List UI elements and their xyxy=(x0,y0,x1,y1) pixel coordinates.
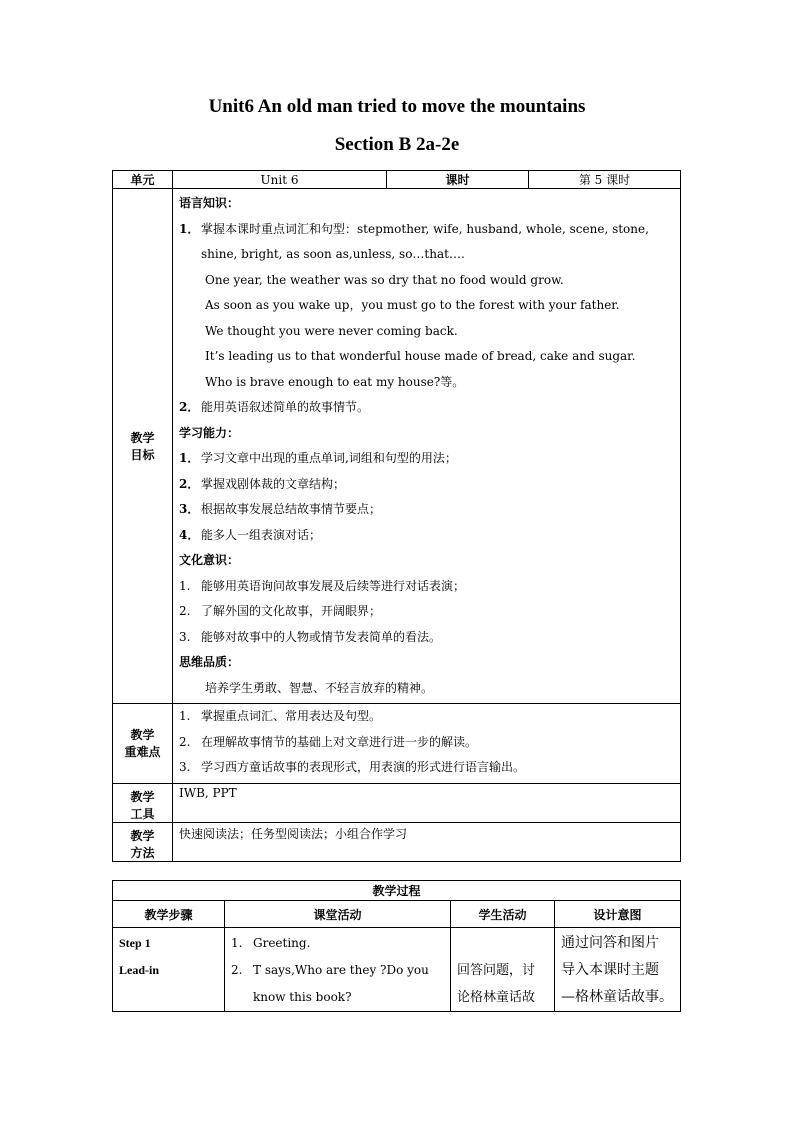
culture-heading: 文化意识： xyxy=(179,553,240,567)
item-text: 学习文章中出现的重点单词,词组和句型的用法； xyxy=(201,451,457,465)
item-text: 掌握重点词汇、常用表达及句型。 xyxy=(201,709,382,723)
key-points-label xyxy=(113,704,173,784)
design-intent-line: —格林童话故事。 xyxy=(561,989,673,1005)
student-activity-line: 论格林童话故 xyxy=(457,990,536,1005)
column-header-activity: 课堂活动 xyxy=(225,901,451,928)
item-number: 2. xyxy=(179,604,191,618)
item-text: 在理解故事情节的基础上对文章进行进一步的解读。 xyxy=(201,734,478,749)
example-sentence: Who is brave enough to eat my house?等。 xyxy=(205,374,465,389)
column-header-step: 教学步骤 xyxy=(113,901,225,928)
methods-label xyxy=(113,822,173,861)
activity-item xyxy=(231,957,444,984)
item-text: 能多人一组表演对话； xyxy=(201,527,322,542)
item-number: 2. xyxy=(231,963,243,977)
methods-row xyxy=(113,822,681,861)
process-title-row xyxy=(113,881,681,901)
item-number: 4． xyxy=(179,527,200,542)
methods-label-line2: 方法 xyxy=(130,845,155,860)
key-points-label-line1: 教学 xyxy=(130,728,155,743)
objective-item-2 xyxy=(179,395,674,421)
example-sentence: As soon as you wake up，you must go to the forest with your father. xyxy=(205,298,620,312)
item-text: 掌握本课时重点词汇和句型：stepmother, wife, husband, whole, scene, stone, xyxy=(201,221,649,236)
thinking-heading: 思维品质： xyxy=(179,655,240,669)
student-activity-line: 回答问题，讨 xyxy=(457,963,536,978)
objective-item-1-cont: shine, bright, as soon as,unless, so…that…. xyxy=(201,247,465,261)
design-intent-cell xyxy=(555,928,681,1012)
activity-item-cont: know this book? xyxy=(253,990,352,1004)
design-intent-line: 导入本课时主题 xyxy=(561,962,659,978)
key-points-row xyxy=(113,704,681,784)
item-number: 1. xyxy=(231,936,243,950)
step-cell xyxy=(113,928,225,1012)
item-text: 能用英语叙述简单的故事情节。 xyxy=(201,400,370,414)
period-value: 第 5 课时 xyxy=(529,171,681,189)
design-intent-line: 通过问答和图片 xyxy=(561,935,659,951)
tools-label-line2: 工具 xyxy=(130,806,155,821)
methods-value: 快速阅读法；任务型阅读法；小组合作学习 xyxy=(173,822,681,861)
key-point-item xyxy=(179,704,674,730)
teaching-process-table xyxy=(112,880,681,1012)
item-number: 1. xyxy=(179,578,191,593)
language-heading: 语言知识： xyxy=(179,196,240,210)
step-name: Lead-in xyxy=(119,963,160,977)
ability-item xyxy=(179,497,674,523)
unit-value: Unit 6 xyxy=(173,171,387,189)
item-number: 2． xyxy=(179,400,200,414)
item-text: 了解外国的文化故事，开阔眼界； xyxy=(201,604,382,618)
thinking-text: 培养学生勇敢、智慧、不轻言放弃的精神。 xyxy=(205,680,434,695)
ability-item xyxy=(179,446,674,472)
period-label: 课时 xyxy=(387,171,529,189)
item-text: 能够对故事中的人物或情节发表简单的看法。 xyxy=(201,629,442,644)
methods-label-line1: 教学 xyxy=(130,828,155,843)
ability-item xyxy=(179,523,674,549)
item-text: T says,Who are they ?Do you xyxy=(253,963,429,977)
document-title: Unit6 An old man tried to move the mountains xyxy=(208,96,586,117)
lesson-info-table xyxy=(112,170,681,862)
objectives-content xyxy=(173,189,681,704)
process-step-row xyxy=(113,928,681,1012)
column-header-design: 设计意图 xyxy=(555,901,681,928)
objectives-row xyxy=(113,189,681,704)
culture-item xyxy=(179,599,674,625)
item-number: 2. xyxy=(179,734,191,749)
tools-label-line1: 教学 xyxy=(130,789,155,804)
item-number: 3. xyxy=(179,629,191,644)
tools-value: IWB, PPT xyxy=(173,783,681,822)
culture-item xyxy=(179,625,674,651)
activity-cell xyxy=(225,928,451,1012)
item-number: 1． xyxy=(179,221,200,236)
ability-heading: 学习能力： xyxy=(179,425,240,440)
document-subtitle: Section B 2a-2e xyxy=(334,134,460,155)
key-point-item xyxy=(179,730,674,756)
header-row xyxy=(113,171,681,189)
objectives-label xyxy=(113,189,173,704)
student-activity-cell xyxy=(451,928,555,1012)
process-title: 教学过程 xyxy=(113,881,681,901)
item-text: Greeting. xyxy=(253,936,311,950)
ability-item xyxy=(179,472,674,498)
tools-row xyxy=(113,783,681,822)
unit-label: 单元 xyxy=(113,171,173,189)
item-number: 1． xyxy=(179,451,200,465)
example-sentence: We thought you were never coming back. xyxy=(205,323,458,338)
tools-label xyxy=(113,783,173,822)
objectives-label-line2: 目标 xyxy=(130,448,155,462)
key-points-content xyxy=(173,704,681,784)
example-sentence: One year, the weather was so dry that no food would grow. xyxy=(205,272,564,287)
process-header-row xyxy=(113,901,681,928)
key-point-item xyxy=(179,755,674,781)
step-number: Step 1 xyxy=(119,936,151,950)
objectives-label-line1: 教学 xyxy=(130,431,155,445)
item-text: 根据故事发展总结故事情节要点； xyxy=(201,502,382,516)
item-text: 能够用英语询问故事发展及后续等进行对话表演； xyxy=(201,578,466,593)
item-number: 3. xyxy=(179,760,191,774)
item-number: 3． xyxy=(179,502,200,516)
item-text: 掌握戏剧体裁的文章结构； xyxy=(201,476,346,491)
objective-item-1 xyxy=(179,217,674,243)
item-text: 学习西方童话故事的表现形式，用表演的形式进行语言输出。 xyxy=(201,760,526,774)
key-points-label-line2: 重难点 xyxy=(124,745,161,760)
example-sentence: It’s leading us to that wonderful house made of bread, cake and sugar. xyxy=(205,349,636,363)
item-number: 1. xyxy=(179,709,191,723)
item-number: 2． xyxy=(179,476,200,491)
culture-item xyxy=(179,574,674,600)
activity-item xyxy=(231,930,444,957)
column-header-student: 学生活动 xyxy=(451,901,555,928)
